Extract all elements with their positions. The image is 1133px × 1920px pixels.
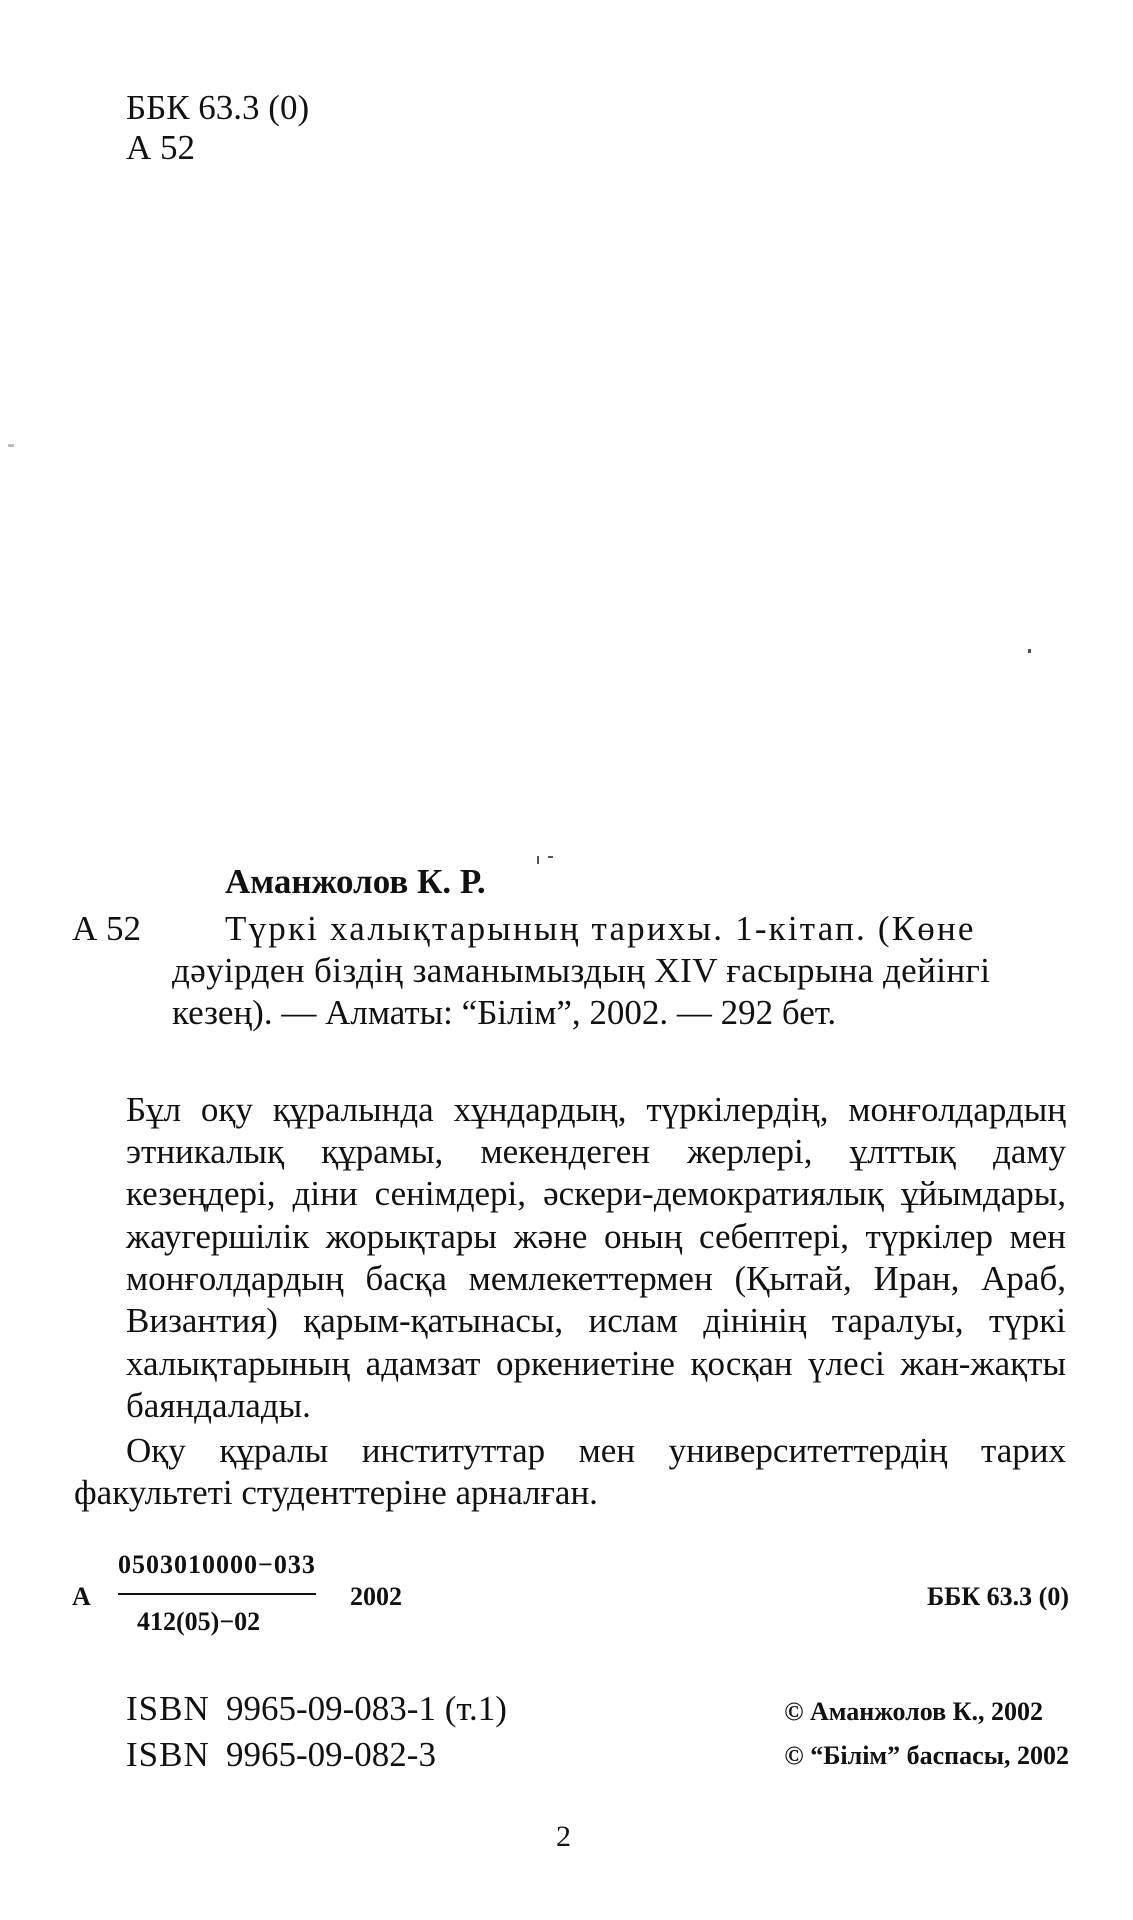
scan-speck [548,856,553,858]
top-author-code: А 52 [126,128,196,167]
isbn-label: ISBN [126,1689,210,1728]
isbn-label: ISBN [126,1735,210,1774]
annotation-line: факультеті студенттеріне арналған. [74,1473,598,1512]
annotation-line: жаугершілік жорықтары және оның себептері, түркілер мен [126,1217,1066,1256]
scan-speck [537,856,539,864]
publication-code-denominator: 412(05)−02 [137,1607,261,1636]
annotation-line: этникалық құрамы, мекендеген жерлері, ұлттық даму [126,1132,1066,1171]
scan-speck [8,444,14,447]
annotation-line: халықтарының адамзат оркениетіне қосқан үлесі жан-жақты [126,1344,1066,1383]
fraction-line [118,1593,316,1595]
publication-code-numerator: 0503010000−033 [118,1550,316,1579]
annotation-line: Бұл оқу құралында хұндардың, түркілердің, монғолдардың [126,1090,1066,1129]
entry-author-code: А 52 [72,909,142,948]
bottom-bbk-code: ББК 63.3 (0) [926,1582,1069,1611]
entry-title-line-1: Түркі халықтарының тарихы. 1-кітап. (Көне [225,909,976,948]
publication-letter: А [72,1582,91,1611]
isbn-number: 9965-09-082-3 [226,1735,436,1774]
annotation-line: Византия) қарым-қатынасы, ислам дінінің таралуы, түркі [126,1301,1066,1340]
scan-speck [1028,649,1031,653]
annotation-line: баяндалады. [126,1386,311,1425]
annotation-line: Оқу құралы институттар мен университеттердің тарих [126,1431,1066,1470]
page-number: 2 [556,1820,571,1853]
copyright-author: © Аманжолов К., 2002 [784,1697,1043,1726]
top-bbk-code: ББК 63.3 (0) [126,88,310,127]
top-classification [126,88,309,168]
publication-year: 2002 [350,1582,402,1611]
entry-title-line-3: кезең). — Алматы: “Білім”, 2002. — 292 бет. [172,993,837,1032]
isbn-number: 9965-09-083-1 (т.1) [226,1689,507,1728]
copyright-publisher: © “Білім” баспасы, 2002 [784,1741,1069,1770]
author-name: Аманжолов К. Р. [225,862,486,901]
entry-title-line-2: дәуірден біздің заманымыздың XIV ғасырына дейінгі [172,951,991,990]
annotation-line: монғолдардың басқа мемлекеттермен (Қытай, Иран, Араб, [126,1259,1066,1298]
annotation-line: кезеңдері, діни сенімдері, әскери-демократиялық ұйымдары, [126,1174,1066,1213]
